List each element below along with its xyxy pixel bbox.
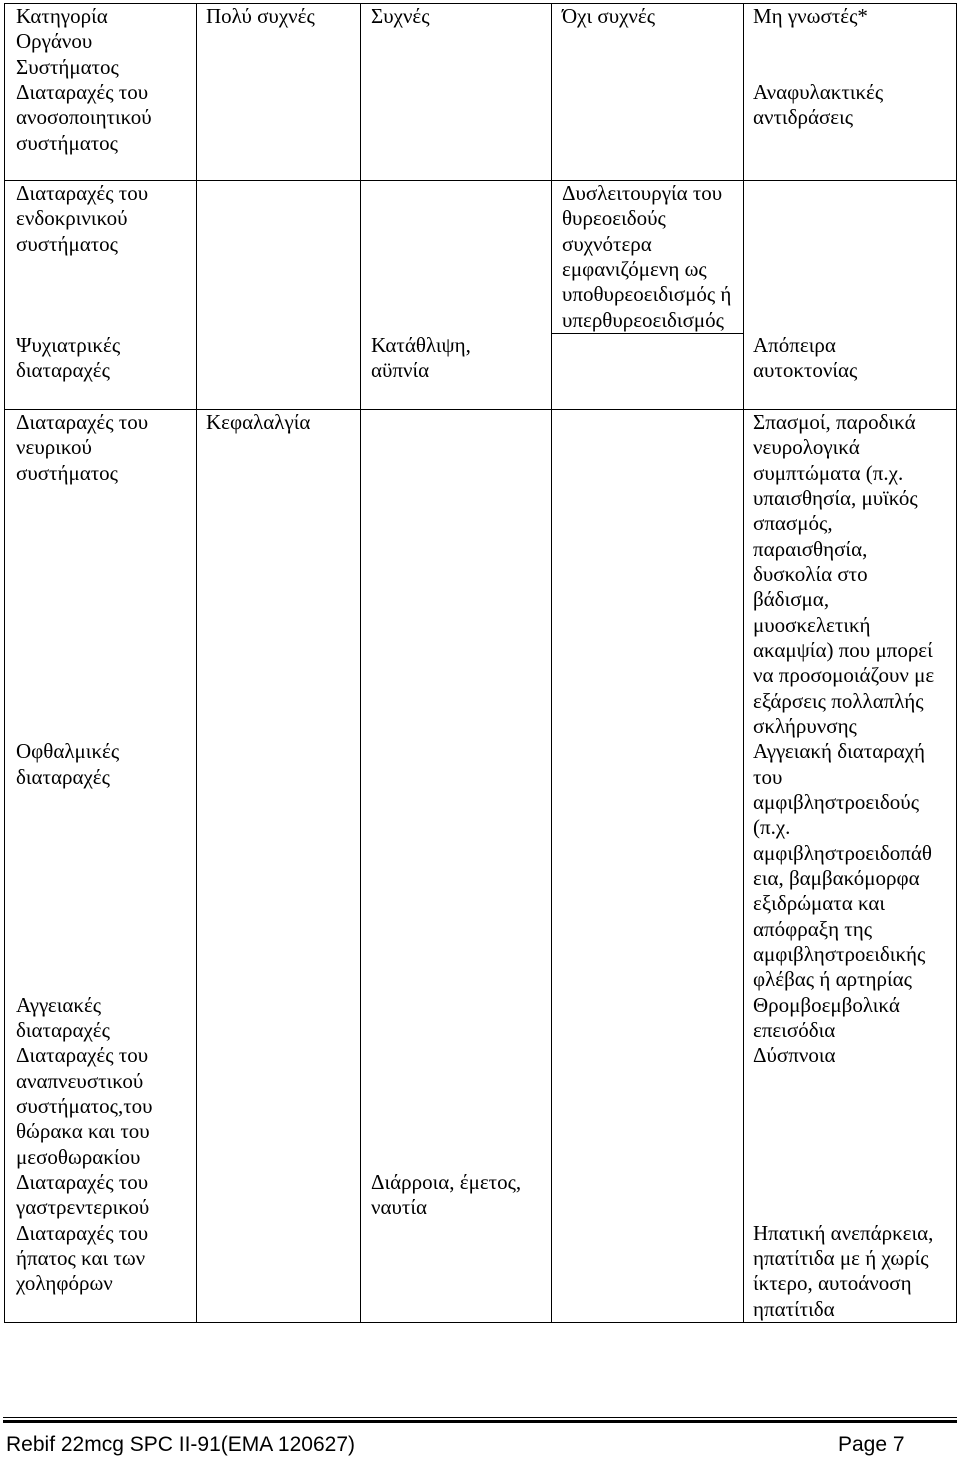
not-known-suicide-attempt xyxy=(753,333,857,384)
very-common-headache xyxy=(206,410,310,435)
text-line: υποθυρεοειδισμός ή xyxy=(562,282,732,307)
text-line: θυρεοειδούς xyxy=(562,206,666,231)
uncommon-thyroid-dysfunction xyxy=(562,181,731,333)
table-column-divider xyxy=(196,3,197,1323)
text-line: βάδισμα, xyxy=(753,587,830,612)
text-line: Οφθαλμικές xyxy=(16,739,120,764)
text-line: Κεφαλαλγία xyxy=(206,410,311,434)
text-line: θώρακα και του xyxy=(16,1119,150,1144)
text-line: Θρομβοεμβολικά xyxy=(753,992,900,1017)
not-known-dyspnoea xyxy=(753,1043,835,1068)
text-line: αμφιβληστροειδικής xyxy=(753,941,926,966)
text-line: ίκτερο, αυτοάνοση xyxy=(753,1271,912,1296)
text-line: νευρολογικά xyxy=(753,435,860,460)
text-line: συχνότερα xyxy=(562,231,652,256)
common-depression-insomnia xyxy=(371,333,471,384)
soc-gastrointestinal-disorders xyxy=(16,1170,149,1221)
text-line: αναπνευστικού xyxy=(16,1068,144,1093)
text-line: Διαταραχές του xyxy=(16,80,149,104)
footer-page-number: Page 7 xyxy=(838,1433,905,1456)
text-line: Ψυχιατρικές xyxy=(16,333,121,357)
table-cell-divider xyxy=(551,333,743,334)
text-line: Συστήματος xyxy=(16,54,119,79)
text-line: ηπατίτιδα xyxy=(753,1296,835,1321)
text-line: ενδοκρινικού xyxy=(16,206,128,231)
text-line: συστήματος xyxy=(16,231,118,256)
not-known-anaphylactic-reactions xyxy=(753,80,883,131)
soc-immune-system-disorders xyxy=(16,80,152,156)
text-line: Διαταραχές του xyxy=(16,1169,149,1194)
text-line: Διάρροια, έμετος, xyxy=(371,1169,522,1194)
text-line: Δύσπνοια xyxy=(753,1043,836,1068)
text-line: συμπτώματα (π.χ. xyxy=(753,460,904,485)
footer-document-ref: Rebif 22mcg SPC II-91(EMA 120627) xyxy=(6,1433,356,1456)
text-line: ηπατίτιδα με ή χωρίς xyxy=(753,1245,929,1270)
text-line: υπερθυρεοειδισμός xyxy=(562,307,724,332)
text-line: χοληφόρων xyxy=(16,1271,113,1296)
text-line: φλέβας ή αρτηρίας xyxy=(753,967,912,992)
text-line: Κατάθλιψη, xyxy=(371,333,471,357)
text-line: Διαταραχές του xyxy=(16,1220,149,1245)
text-line: εξιδρώματα και xyxy=(753,891,886,916)
text-line: Απόπειρα xyxy=(753,333,836,357)
text-line: αϋπνία xyxy=(371,358,430,383)
text-line: αντιδράσεις xyxy=(753,105,854,130)
text-line: Αναφυλακτικές xyxy=(753,80,884,104)
text-line: Κατηγορία xyxy=(16,4,108,28)
text-line: δυσκολία στο xyxy=(753,561,868,586)
table-column-divider xyxy=(743,3,744,1323)
text-line: συστήματος xyxy=(16,130,118,155)
text-line: Αγγειακές xyxy=(16,992,102,1017)
text-line: υπαισθησία, μυϊκός xyxy=(753,485,918,510)
not-known-hepatic-failure-hepatitis xyxy=(753,1221,933,1322)
text-line: ναυτία xyxy=(371,1195,427,1220)
soc-eye-disorders xyxy=(16,739,119,790)
table-column-divider xyxy=(551,3,552,1323)
text-line: επεισόδια xyxy=(753,1017,836,1042)
text-line: σκλήρυνσης xyxy=(753,713,857,738)
text-line: Διαταραχές του xyxy=(16,181,149,205)
text-line: εξάρσεις πολλαπλής xyxy=(753,688,924,713)
common-diarrhoea-vomiting-nausea xyxy=(371,1170,521,1221)
not-known-retinal-vascular-disorder xyxy=(753,739,932,992)
text-line: Ηπατική ανεπάρκεια, xyxy=(753,1220,934,1245)
text-line: συστήματος xyxy=(16,460,118,485)
soc-vascular-disorders xyxy=(16,993,110,1044)
text-line: αμφιβληστροειδούς xyxy=(753,789,920,814)
text-line: Διαταραχές του xyxy=(16,410,149,434)
text-line: συστήματος,του xyxy=(16,1093,153,1118)
text-line: αμφιβληστροειδοπάθ xyxy=(753,840,932,865)
text-line: Διαταραχές του xyxy=(16,1043,149,1068)
header-system-organ-class xyxy=(16,4,119,80)
soc-endocrine-disorders xyxy=(16,181,148,257)
header-uncommon: Όχι συχνές xyxy=(562,4,656,28)
header-common: Συχνές xyxy=(371,4,430,28)
header-very-common: Πολύ συχνές xyxy=(206,4,315,28)
table-column-divider xyxy=(360,3,361,1323)
text-line: παραισθησία, xyxy=(753,536,868,561)
text-line: εια, βαμβακόμορφα xyxy=(753,865,920,890)
text-line: νευρικού xyxy=(16,435,92,460)
text-line: (π.χ. xyxy=(753,815,791,840)
text-line: του xyxy=(753,764,783,789)
not-known-thromboembolic-events xyxy=(753,993,900,1044)
text-line: γαστρεντερικού xyxy=(16,1195,150,1220)
text-line: Δυσλειτουργία του xyxy=(562,181,723,205)
text-line: αυτοκτονίας xyxy=(753,358,858,383)
text-line: μυοσκελετική xyxy=(753,612,871,637)
text-line: σπασμός, xyxy=(753,511,833,536)
not-known-seizures-neurological-symptoms xyxy=(753,410,934,739)
soc-hepatobiliary-disorders xyxy=(16,1221,148,1297)
text-line: να προσομοιάζουν με xyxy=(753,663,935,688)
table-border-bottom xyxy=(4,1322,957,1323)
text-line: διαταραχές xyxy=(16,1017,110,1042)
header-not-known: Μη γνωστές* xyxy=(753,4,868,28)
text-line: ακαμψία) που μπορεί xyxy=(753,637,933,662)
table-border-left xyxy=(4,3,5,1323)
footer-rule xyxy=(3,1420,957,1423)
text-line: εμφανιζόμενη ως xyxy=(562,256,707,281)
text-line: μεσοθωρακίου xyxy=(16,1144,141,1169)
text-line: Οργάνου xyxy=(16,29,93,54)
text-line: Αγγειακή διαταραχή xyxy=(753,739,925,764)
text-line: διαταραχές xyxy=(16,764,110,789)
soc-nervous-system-disorders xyxy=(16,410,148,486)
soc-psychiatric-disorders xyxy=(16,333,120,384)
text-line: ήπατος και των xyxy=(16,1245,146,1270)
text-line: Σπασμοί, παροδικά xyxy=(753,410,916,434)
soc-respiratory-thoracic-mediastinal-disorders xyxy=(16,1043,153,1170)
table-border-right xyxy=(956,3,957,1323)
text-line: ανοσοποιητικού xyxy=(16,105,152,130)
text-line: απόφραξη της xyxy=(753,916,873,941)
text-line: διαταραχές xyxy=(16,358,110,383)
footer-rule xyxy=(3,1417,957,1418)
